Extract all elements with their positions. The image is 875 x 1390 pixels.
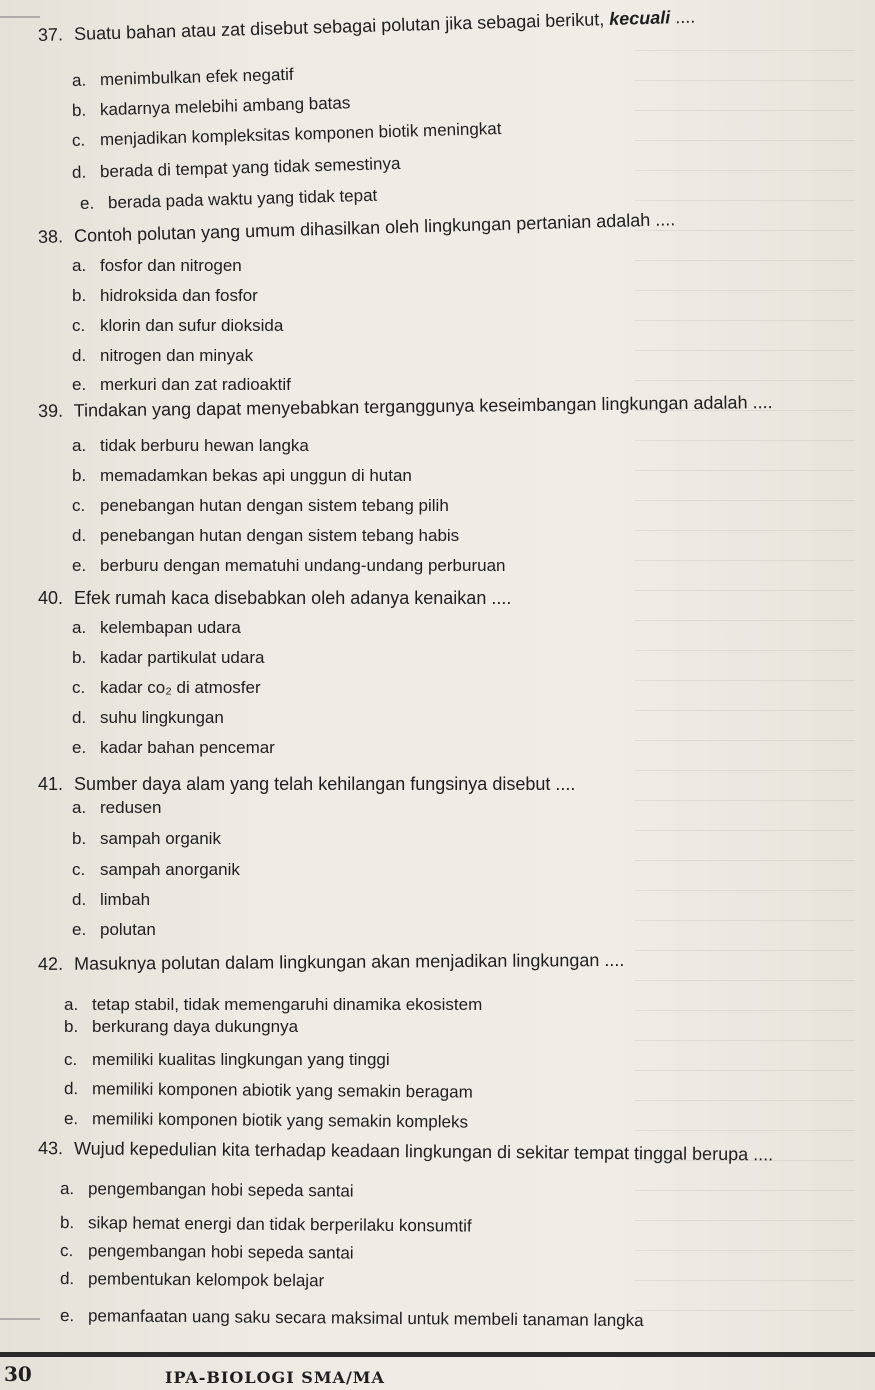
option-text: hidroksida dan fosfor xyxy=(100,286,258,305)
option-letter: e. xyxy=(72,920,87,939)
option-43-a[interactable] xyxy=(60,1178,354,1203)
option-letter: e. xyxy=(72,556,87,575)
option-letter: e. xyxy=(72,375,87,394)
option-41-e[interactable] xyxy=(72,919,156,941)
option-37-d[interactable] xyxy=(72,153,401,184)
question-text: Suatu bahan atau zat disebut sebagai polutan jika sebagai berikut, xyxy=(73,9,605,44)
option-letter: e. xyxy=(72,738,87,757)
option-letter: c. xyxy=(72,678,86,697)
option-40-a[interactable] xyxy=(72,617,241,639)
option-text: memiliki komponen abiotik yang semakin beragam xyxy=(91,1079,473,1102)
option-text: pengembangan hobi sepeda santai xyxy=(87,1241,354,1263)
option-text: berkurang daya dukungnya xyxy=(92,1017,299,1036)
option-letter: c. xyxy=(72,860,86,879)
option-39-a[interactable] xyxy=(72,435,309,457)
option-letter: d. xyxy=(72,346,87,365)
option-43-d[interactable] xyxy=(60,1268,324,1292)
question-text: Efek rumah kaca disebabkan oleh adanya kenaikan .... xyxy=(74,588,512,608)
question-text: Wujud kepedulian kita terhadap keadaan lingkungan di sekitar tempat tinggal berupa .... xyxy=(73,1138,774,1165)
option-letter: d. xyxy=(72,526,87,545)
option-letter: b. xyxy=(72,648,87,667)
option-text: berburu dengan mematuhi undang-undang perburuan xyxy=(100,556,506,575)
option-letter: d. xyxy=(59,1269,75,1289)
option-text: berada pada waktu yang tidak tepat xyxy=(107,185,378,213)
option-letter: c. xyxy=(71,130,86,150)
question-40 xyxy=(38,587,511,609)
question-emphasis: kecuali xyxy=(608,7,671,30)
option-letter: e. xyxy=(59,1306,75,1326)
option-letter: a. xyxy=(71,70,87,90)
option-40-c[interactable] xyxy=(72,677,261,699)
page-number: 30 xyxy=(4,1362,32,1386)
option-38-b[interactable] xyxy=(72,285,258,307)
question-42 xyxy=(38,949,625,975)
option-letter: a. xyxy=(72,436,87,455)
question-ellipsis: .... xyxy=(674,6,696,28)
option-41-b[interactable] xyxy=(72,828,221,850)
option-text: tetap stabil, tidak memengaruhi dinamika ekosistem xyxy=(92,995,483,1014)
question-text: Masuknya polutan dalam lingkungan akan menjadikan lingkungan .... xyxy=(73,949,625,974)
option-39-c[interactable] xyxy=(72,495,449,517)
option-text: menimbulkan efek negatif xyxy=(99,64,294,90)
option-text: kelembapan udara xyxy=(100,618,241,637)
option-40-e[interactable] xyxy=(72,737,275,759)
option-text: kadarnya melebihi ambang batas xyxy=(99,93,351,120)
question-number: 38. xyxy=(37,226,64,247)
option-letter: b. xyxy=(64,1017,79,1036)
option-38-d[interactable] xyxy=(72,345,253,367)
option-text: memadamkan bekas api unggun di hutan xyxy=(100,466,412,485)
option-text: kadar bahan pencemar xyxy=(100,738,275,757)
option-41-d[interactable] xyxy=(72,889,150,911)
option-37-c[interactable] xyxy=(72,118,502,152)
option-text: merkuri dan zat radioaktif xyxy=(100,375,291,394)
option-text: tidak berburu hewan langka xyxy=(100,436,309,455)
option-37-e[interactable] xyxy=(80,185,378,215)
option-39-e[interactable] xyxy=(72,555,505,577)
option-letter: b. xyxy=(59,1213,75,1233)
option-text: pengembangan hobi sepeda santai xyxy=(87,1179,354,1201)
option-text: polutan xyxy=(100,920,156,939)
option-letter: e. xyxy=(63,1109,79,1129)
option-letter: b. xyxy=(72,286,87,305)
option-letter: d. xyxy=(72,708,87,727)
option-letter: a. xyxy=(72,256,87,275)
option-letter: c. xyxy=(72,496,86,515)
option-43-b[interactable] xyxy=(60,1212,472,1238)
option-42-a[interactable] xyxy=(64,994,482,1016)
option-letter: c. xyxy=(64,1050,78,1069)
option-42-d[interactable] xyxy=(64,1078,473,1104)
option-37-b[interactable] xyxy=(72,92,351,122)
option-text: redusen xyxy=(100,798,162,817)
option-42-e[interactable] xyxy=(64,1108,468,1134)
question-text: Tindakan yang dapat menyebabkan terganggunya keseimbangan lingkungan adalah .... xyxy=(73,392,773,421)
option-text: penebangan hutan dengan sistem tebang habis xyxy=(100,526,460,545)
question-41 xyxy=(38,773,575,795)
option-38-e[interactable] xyxy=(72,374,291,396)
option-40-b[interactable] xyxy=(72,647,264,669)
option-text: penebangan hutan dengan sistem tebang pilih xyxy=(100,496,449,515)
option-text: kadar co₂ di atmosfer xyxy=(100,678,261,697)
footer-title: IPA-BIOLOGI SMA/MA xyxy=(165,1368,385,1387)
option-letter: c. xyxy=(72,316,86,335)
option-42-b[interactable] xyxy=(64,1016,298,1038)
question-number: 40. xyxy=(38,588,64,608)
option-text: kadar partikulat udara xyxy=(100,648,265,667)
option-text: suhu lingkungan xyxy=(100,708,224,727)
question-37 xyxy=(38,6,696,46)
footer-rule xyxy=(0,1352,875,1357)
question-number: 41. xyxy=(38,774,64,794)
option-43-e[interactable] xyxy=(60,1305,644,1332)
option-text: pembentukan kelompok belajar xyxy=(87,1269,325,1291)
option-text: sampah anorganik xyxy=(100,860,240,879)
question-number: 42. xyxy=(37,953,64,974)
option-text: limbah xyxy=(100,890,151,909)
option-40-d[interactable] xyxy=(72,707,224,729)
option-39-d[interactable] xyxy=(72,525,459,547)
option-letter: a. xyxy=(72,618,87,637)
option-41-a[interactable] xyxy=(72,797,161,819)
question-text: Contoh polutan yang umum dihasilkan oleh lingkungan pertanian adalah .... xyxy=(73,209,676,246)
option-42-c[interactable] xyxy=(64,1049,390,1071)
option-text: sampah organik xyxy=(100,829,221,848)
option-text: klorin dan sufur dioksida xyxy=(100,316,284,335)
option-38-c[interactable] xyxy=(72,315,283,337)
option-text: fosfor dan nitrogen xyxy=(100,256,242,275)
option-letter: d. xyxy=(72,890,87,909)
option-text: berada di tempat yang tidak semestinya xyxy=(99,153,401,182)
option-letter: b. xyxy=(72,829,87,848)
option-letter: a. xyxy=(64,995,79,1014)
option-letter: e. xyxy=(79,193,95,213)
question-number: 37. xyxy=(37,24,64,45)
option-letter: c. xyxy=(59,1241,74,1261)
question-number: 43. xyxy=(37,1138,64,1159)
binding-mark xyxy=(0,16,40,32)
option-letter: d. xyxy=(71,162,87,182)
option-text: menjadikan kompleksitas komponen biotik meningkat xyxy=(99,119,502,150)
option-41-c[interactable] xyxy=(72,859,240,881)
option-38-a[interactable] xyxy=(72,255,242,277)
binding-mark xyxy=(0,1318,40,1334)
question-number: 39. xyxy=(37,400,64,421)
option-letter: b. xyxy=(72,466,87,485)
option-text: pemanfaatan uang saku secara maksimal untuk membeli tanaman langka xyxy=(87,1306,644,1331)
option-text: nitrogen dan minyak xyxy=(100,346,254,365)
option-text: sikap hemat energi dan tidak berperilaku konsumtif xyxy=(87,1213,472,1236)
option-39-b[interactable] xyxy=(72,465,412,487)
option-43-c[interactable] xyxy=(60,1240,354,1265)
option-37-a[interactable] xyxy=(72,64,294,92)
option-letter: a. xyxy=(59,1179,75,1199)
option-letter: a. xyxy=(72,798,87,817)
option-letter: b. xyxy=(71,100,87,120)
option-letter: d. xyxy=(63,1079,79,1099)
option-text: memiliki komponen biotik yang semakin kompleks xyxy=(91,1109,469,1132)
question-38 xyxy=(38,208,676,248)
question-text: Sumber daya alam yang telah kehilangan fungsinya disebut .... xyxy=(74,774,576,794)
option-text: memiliki kualitas lingkungan yang tinggi xyxy=(92,1050,390,1069)
